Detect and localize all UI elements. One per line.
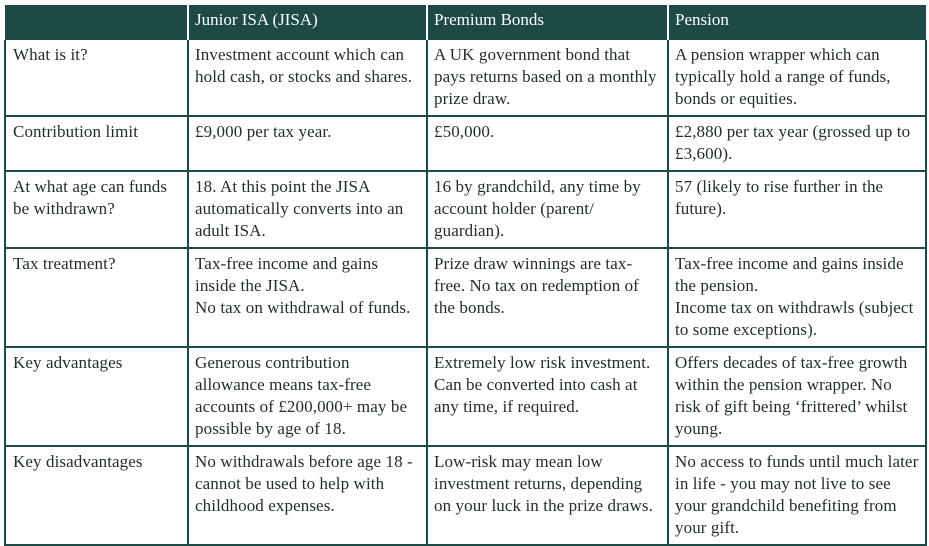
header-cell-empty xyxy=(5,5,188,40)
header-cell-premium-bonds: Premium Bonds xyxy=(427,5,668,40)
table-cell: 57 (likely to rise further in the future). xyxy=(668,171,926,248)
table-body xyxy=(5,40,926,545)
table-row-withdrawal-age xyxy=(5,171,926,248)
cell-line: Prize draw winnings are tax-free. No tax on redemption of the bonds. xyxy=(434,254,639,317)
cell-line: Tax-free income and gains inside the JISA. xyxy=(195,254,379,295)
table-cell: Offers decades of tax-free growth within the pension wrapper. No risk of gift being ‘frittered’ whilst young. xyxy=(668,347,926,446)
row-label: What is it? xyxy=(5,40,188,116)
table-row-key-advantages xyxy=(5,347,926,446)
table-cell: £9,000 per tax year. xyxy=(188,116,427,171)
comparison-table xyxy=(4,5,927,546)
table-cell xyxy=(188,248,427,347)
table-cell xyxy=(668,248,926,347)
row-label: Key advantages xyxy=(5,347,188,446)
table-row-key-disadvantages xyxy=(5,446,926,545)
row-label: Key disadvantages xyxy=(5,446,188,545)
table-cell: No withdrawals before age 18 - cannot be used to help with childhood expenses. xyxy=(188,446,427,545)
cell-line: Income tax on withdrawls (subject to some exceptions). xyxy=(675,298,914,339)
table-cell xyxy=(427,248,668,347)
header-cell-pension: Pension xyxy=(668,5,926,40)
table-cell: A UK government bond that pays returns based on a monthly prize draw. xyxy=(427,40,668,116)
row-label: At what age can funds be withdrawn? xyxy=(5,171,188,248)
header-cell-junior-isa: Junior ISA (JISA) xyxy=(188,5,427,40)
table-cell: Extremely low risk investment. Can be converted into cash at any time, if required. xyxy=(427,347,668,446)
table-cell: A pension wrapper which can typically hold a range of funds, bonds or equities. xyxy=(668,40,926,116)
table-cell: £50,000. xyxy=(427,116,668,171)
header-row xyxy=(5,5,926,40)
table-header xyxy=(5,5,926,40)
table-cell: Low-risk may mean low investment returns, depending on your luck in the prize draws. xyxy=(427,446,668,545)
row-label: Tax treatment? xyxy=(5,248,188,347)
table-row-tax-treatment xyxy=(5,248,926,347)
table-cell: No access to funds until much later in life - you may not live to see your grandchild benefiting from your gift. xyxy=(668,446,926,545)
cell-line: No tax on withdrawal of funds. xyxy=(195,298,411,317)
table-cell: £2,880 per tax year (grossed up to £3,600). xyxy=(668,116,926,171)
table-cell: Investment account which can hold cash, or stocks and shares. xyxy=(188,40,427,116)
table-cell: 16 by grandchild, any time by account holder (parent/ guardian). xyxy=(427,171,668,248)
table-row-contribution-limit xyxy=(5,116,926,171)
table-row-what-is-it xyxy=(5,40,926,116)
cell-line: Tax-free income and gains inside the pension. xyxy=(675,254,904,295)
table-cell: 18. At this point the JISA automatically converts into an adult ISA. xyxy=(188,171,427,248)
comparison-table-wrapper xyxy=(4,5,925,546)
table-cell: Generous contribution allowance means tax-free accounts of £200,000+ may be possible by age of 18. xyxy=(188,347,427,446)
row-label: Contribution limit xyxy=(5,116,188,171)
